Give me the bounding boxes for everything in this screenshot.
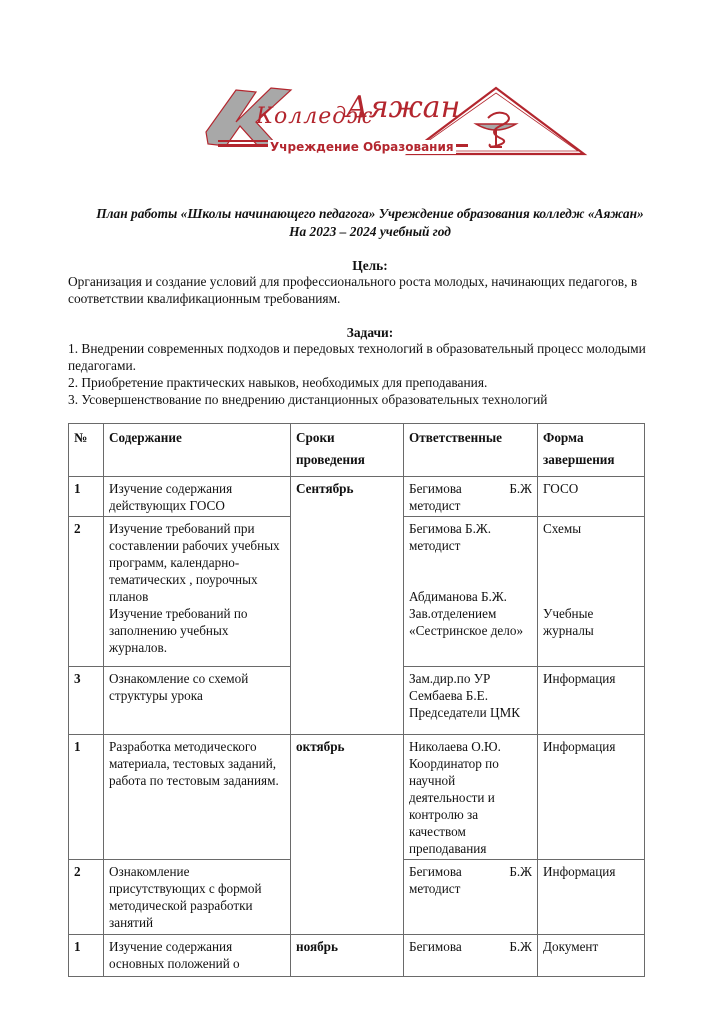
task-item: 1. Внедрении современных подходов и передовых технологий в образовательный процесс молодыми педагогами. [68,341,646,373]
college-logo [196,82,592,160]
header-period: Сроки проведения [291,424,404,477]
bowl-of-hygieia-icon [476,113,516,148]
row-form: Информация [538,667,645,735]
row-responsible: Николаева О.Ю. Координатор по научной деятельности и контролю за качеством преподавания [404,735,538,860]
row-num: 1 [69,477,104,517]
row-content: Изучение содержания основных положений о [104,935,291,977]
title-line-1: План работы «Школы начинающего педагога» Учреждение образования колледж «Аяжан» [96,206,644,221]
logo-college-word: Колледж [256,104,374,129]
row-form: Документ [538,935,645,977]
row-form: Информация [538,860,645,935]
row-content: Разработка методического материала, тестовых заданий, работа по тестовым заданиям. [104,735,291,860]
row-content: Ознакомление со схемой структуры урока [104,667,291,735]
row-responsible: Бегимова Б.Ж [404,935,538,977]
table-header-row [69,424,645,477]
tasks-heading: Задачи: [346,325,394,340]
document-title [60,205,680,241]
row-num: 2 [69,860,104,935]
row-responsible: Бегимова Б.Ж методист [404,477,538,517]
row-form: ГОСО [538,477,645,517]
row-responsible: Бегимова Б.Ж. методист Абдиманова Б.Ж. Зав.отделением «Сестринское дело» [404,517,538,667]
task-item: 3. Усовершенствование по внедрению дистанционных образовательных технологий [68,392,548,407]
row-period: Сентябрь [291,477,404,735]
goal-heading: Цель: [352,258,388,273]
row-responsible: Зам.дир.по УР Сембаева Б.Е. Председатели ЦМК [404,667,538,735]
row-num: 1 [69,935,104,977]
row-form: Схемы Учебные журналы [538,517,645,667]
header-responsible: Ответственные [404,424,538,477]
row-period: октябрь [291,735,404,935]
table-row [69,935,645,977]
row-content: Изучение требований при составлении рабочих учебных программ, календарно-тематических , поурочных планов Изучение требований по заполнению учебных журналов. [104,517,291,667]
logo-subtitle: Учреждение Образования [270,140,454,154]
table-row [69,477,645,517]
row-content: Изучение содержания действующих ГОСО [104,477,291,517]
row-period: ноябрь [291,935,404,977]
table-row [69,735,645,860]
work-plan-table [68,423,645,977]
row-responsible: Бегимова Б.Ж методист [404,860,538,935]
goal-text: Организация и создание условий для профессионального роста молодых, начинающих педагогов, в соответствии квалификационным требованиям. [68,274,638,306]
row-num: 3 [69,667,104,735]
logo-name-word: Аяжан [346,90,461,125]
row-form: Информация [538,735,645,860]
title-line-2: На 2023 – 2024 учебный год [289,224,451,239]
row-content: Ознакомление присутствующих с формой методической разработки занятий [104,860,291,935]
task-item: 2. Приобретение практических навыков, необходимых для преподавания. [68,375,488,390]
header-content: Содержание [104,424,291,477]
header-num: № [69,424,104,477]
row-num: 1 [69,735,104,860]
header-form: Форма завершения [538,424,645,477]
row-num: 2 [69,517,104,667]
tasks-list [68,340,688,408]
